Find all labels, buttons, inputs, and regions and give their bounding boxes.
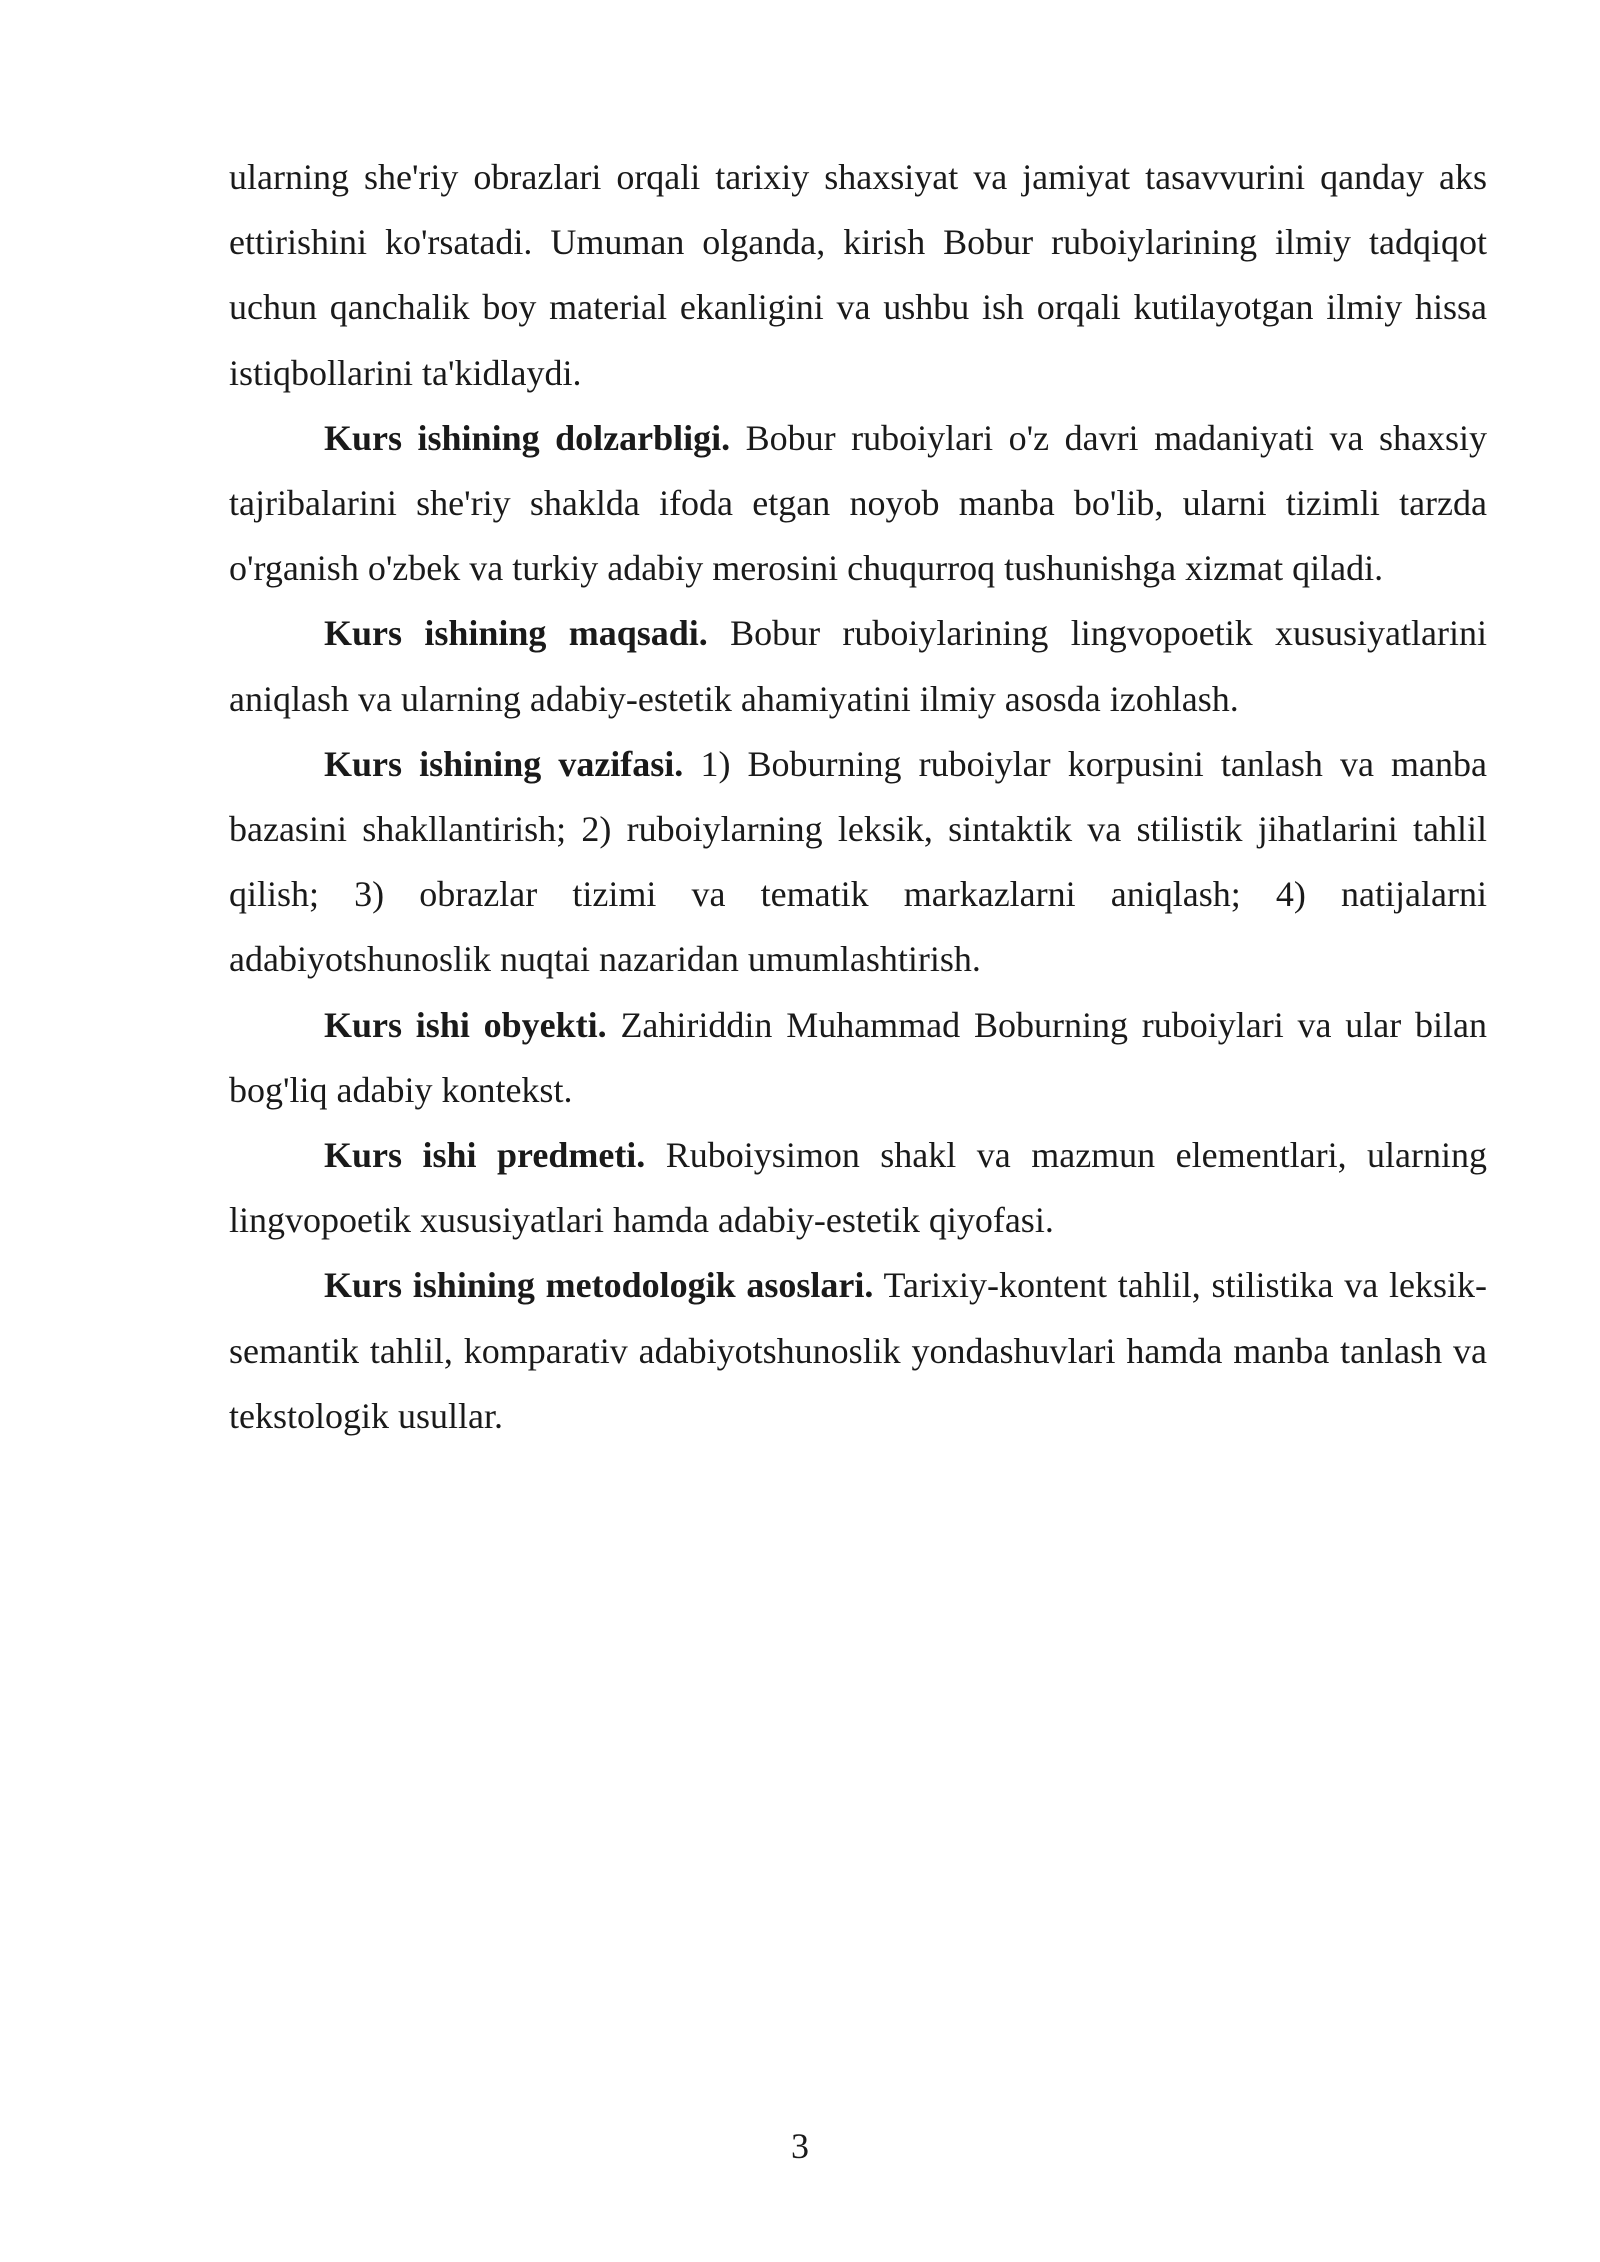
section-heading: Kurs ishining vazifasi. — [324, 743, 684, 784]
section-goal — [229, 601, 1487, 731]
section-object — [229, 993, 1487, 1123]
section-heading: Kurs ishining metodologik asoslari. — [324, 1265, 874, 1306]
section-body: Zahiriddin Muhammad Boburning ruboiylari va ular bilan bog'liq adabiy kontekst. — [229, 1004, 1488, 1110]
section-body: 1) Boburning ruboiylar korpusini tanlash va manba bazasini shakllantirish; 2) ruboiylarning leksik, sintaktik va stilistik jihatlarini tahlil qilish; 3) obrazlar tizimi va tematik markazlarni aniqlash; 4) natijalarni adabiyotshunoslik nuqtai nazaridan umumlashtirish. — [229, 743, 1488, 980]
section-subject — [229, 1123, 1487, 1253]
section-body: Tarixiy-kontent tahlil, stilistika va leksik-semantik tahlil, komparativ adabiyotshunoslik yondashuvlari hamda manba tanlash va tekstologik usullar. — [229, 1265, 1487, 1436]
section-body: Bobur ruboiylari o'z davri madaniyati va shaxsiy tajribalarini she'riy shaklda ifoda etgan noyob manba bo'lib, ularni tizimli tarzda o'rganish o'zbek va turkiy adabiy merosini chuqurroq tushunishga xizmat qiladi. — [229, 417, 1487, 589]
document-body — [229, 145, 1487, 1449]
section-methodology — [229, 1253, 1487, 1449]
section-body: Bobur ruboiylarining lingvopoetik xususiyatlarini aniqlash va ularning adabiy-estetik ahamiyatini ilmiy asosda izohlash. — [229, 613, 1487, 719]
section-heading: Kurs ishi obyekti. — [324, 1004, 607, 1045]
section-body: Ruboiysimon shakl va mazmun elementlari, ularning lingvopoetik xususiyatlari hamda adabiy-estetik qiyofasi. — [229, 1135, 1488, 1241]
section-heading: Kurs ishining maqsadi. — [324, 613, 708, 654]
section-tasks — [229, 732, 1487, 993]
section-heading: Kurs ishi predmeti. — [324, 1135, 646, 1176]
intro-paragraph: ularning she'riy obrazlari orqali tarixiy shaxsiyat va jamiyat tasavvurini qanday aks ettirishini ko'rsatadi. Umuman olganda, kirish Bobur ruboiylarining ilmiy tadqiqot uchun qanchalik boy material ekanligini va ushbu ish orqali kutilayotgan ilmiy hissa istiqbollarini ta'kidlaydi. — [229, 157, 1487, 393]
section-heading: Kurs ishining dolzarbligi. — [324, 417, 731, 458]
section-relevance — [229, 406, 1487, 602]
page-number: 3 — [791, 2126, 809, 2166]
